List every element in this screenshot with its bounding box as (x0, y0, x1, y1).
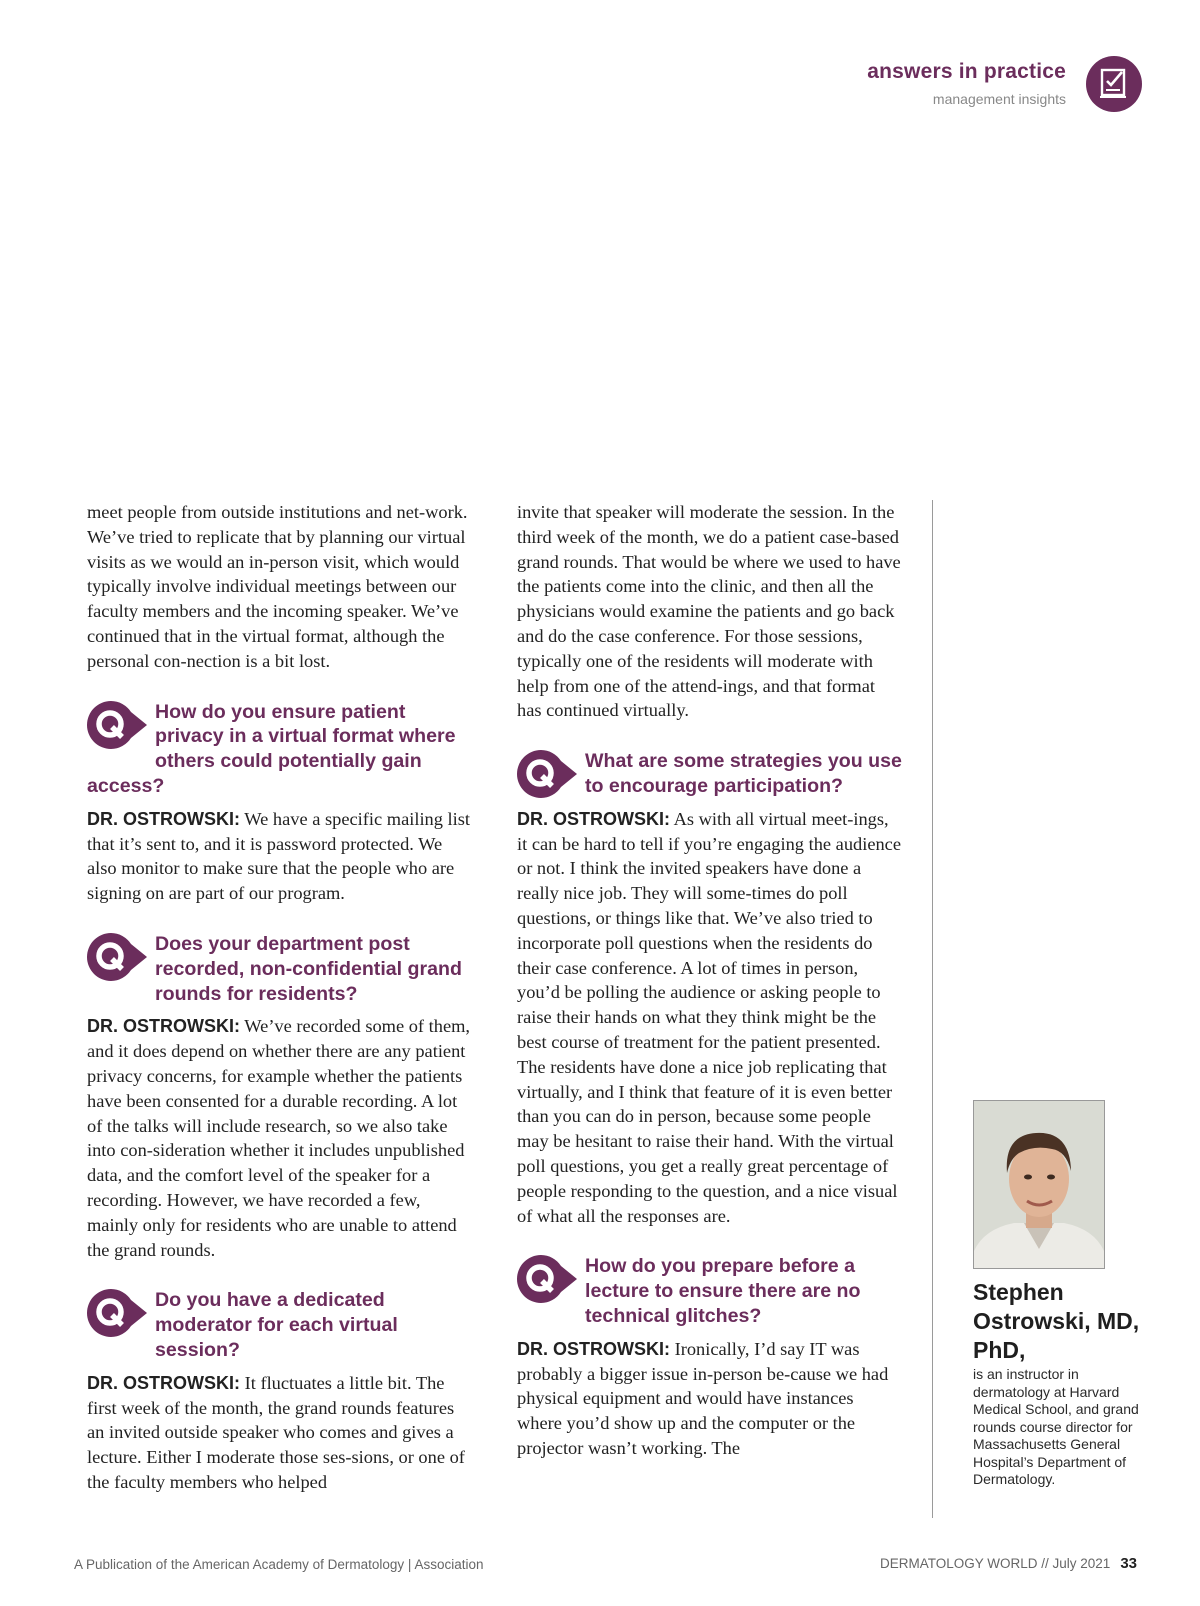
speaker-label: DR. OSTROWSKI: (517, 1338, 670, 1359)
page-number: 33 (1120, 1555, 1137, 1572)
speaker-label: DR. OSTROWSKI: (517, 808, 670, 829)
qa-block (87, 932, 473, 1262)
answer-text: We’ve recorded some of them, and it does depend on whether there are any patient privacy concerns, for example whether the patients have been consented for a durable recording. A lot of the talks will include research, so we also take into con-sideration whether it includes unpublished data, and the comfort level of the speaker for a recording. However, we have recorded a few, mainly only for residents who are unable to attend the grand rounds. (87, 1016, 471, 1260)
question-text: How do you prepare before a lecture to ensure there are no technical glitches? (585, 1255, 861, 1327)
question-heading (517, 749, 903, 799)
qa-block (517, 749, 903, 1228)
q-bubble-icon (517, 749, 581, 799)
q-bubble-icon (87, 932, 151, 982)
question-text: Do you have a dedicated moderator for each virtual session? (155, 1289, 398, 1361)
question-text: How do you ensure patient privacy in a virtual format where others could potentially gain access? (87, 700, 456, 797)
question-heading (517, 1254, 903, 1328)
article-column-right (517, 500, 903, 1461)
qa-block (87, 700, 473, 906)
checklist-icon (1086, 56, 1142, 112)
body-paragraph: invite that speaker will moderate the session. In the third week of the month, we do a patient case-based grand rounds. That would be where we used to have the patients come into the clinic, and then all the physicians would examine the patients and go back and do the case conference. For those sessions, typically one of the residents will moderate with help from one of the attend-ings, and that format has continued virtually. (517, 502, 901, 721)
speaker-label: DR. OSTROWSKI: (87, 808, 240, 829)
q-bubble-icon (87, 700, 151, 750)
answer-paragraph (87, 1014, 473, 1262)
question-heading (87, 700, 473, 799)
question-text: What are some strategies you use to encourage participation? (585, 750, 902, 797)
section-subtitle: management insights (932, 91, 1066, 107)
answer-paragraph (517, 807, 903, 1229)
answer-paragraph (87, 807, 473, 906)
speaker-label: DR. OSTROWSKI: (87, 1372, 240, 1393)
author-bio (973, 1278, 1148, 1489)
q-bubble-icon (517, 1254, 581, 1304)
column-divider (932, 500, 933, 1518)
answer-text: As with all virtual meet-ings, it can be hard to tell if you’re engaging the audience or not. I think the invited speakers have done a really nice job. They will some-times do poll questions, or things like that. We’ve also tried to incorporate poll questions when the residents do their case conference. A lot of times in person, you’d be polling the audience or asking people to raise their hands on what they think might be the best course of treatment for the patient presented. The residents have done a nice job replicating that virtually, and I think that feature of it is even better than you can do in person, because some people may be hesitant to raise their hand. With the virtual poll questions, you get a really great percentage of people responding to the question, and a nice visual of what all the responses are. (517, 808, 902, 1226)
answer-text: Ironically, I’d say IT was probably a bigger issue in-person be-cause we had physical equipment and would have instances where you’d show up and the computer or the projector wasn’t working. The (517, 1338, 889, 1458)
answer-text: We have a specific mailing list that it’s sent to, and it is password protected. We also monitor to make sure that the people who are signing on are part of our program. (87, 808, 471, 904)
qa-block (87, 1288, 473, 1494)
body-paragraph: meet people from outside institutions and net-work. We’ve tried to replicate that by planning our virtual visits as we would an in-person visit, which would typically involve individual meetings between our faculty members and the incoming speaker. We’ve continued that in the virtual format, although the personal con-nection is a bit lost. (87, 502, 468, 671)
qa-block (517, 1254, 903, 1460)
publication-footer: A Publication of the American Academy of Dermatology | Association (74, 1557, 484, 1572)
portrait-photo (973, 1100, 1105, 1269)
answer-paragraph (517, 1337, 903, 1461)
section-header (742, 56, 1142, 116)
magazine-issue: DERMATOLOGY WORLD // July 2021 (879, 1556, 1111, 1571)
article-column-left (87, 500, 473, 1495)
section-title: answers in practice (867, 60, 1066, 83)
question-heading (87, 932, 473, 1006)
question-heading (87, 1288, 473, 1362)
speaker-label: DR. OSTROWSKI: (87, 1016, 240, 1037)
answer-paragraph (87, 1371, 473, 1495)
author-name: Stephen Ostrowski, MD, PhD, (973, 1279, 1140, 1363)
answer-text: It fluctuates a little bit. The first week of the month, the grand rounds features an invited outside speaker who comes and gives a lecture. Either I moderate those ses-sions, or one of the faculty members who helped (87, 1372, 465, 1492)
magazine-footer (880, 1555, 1137, 1572)
question-text: Does your department post recorded, non-confidential grand rounds for residents? (155, 932, 462, 1005)
author-description: is an instructor in dermatology at Harvard Medical School, and grand rounds course director for Massachusetts General Hospital’s Department of Dermatology. (973, 1366, 1139, 1487)
q-bubble-icon (87, 1288, 151, 1338)
